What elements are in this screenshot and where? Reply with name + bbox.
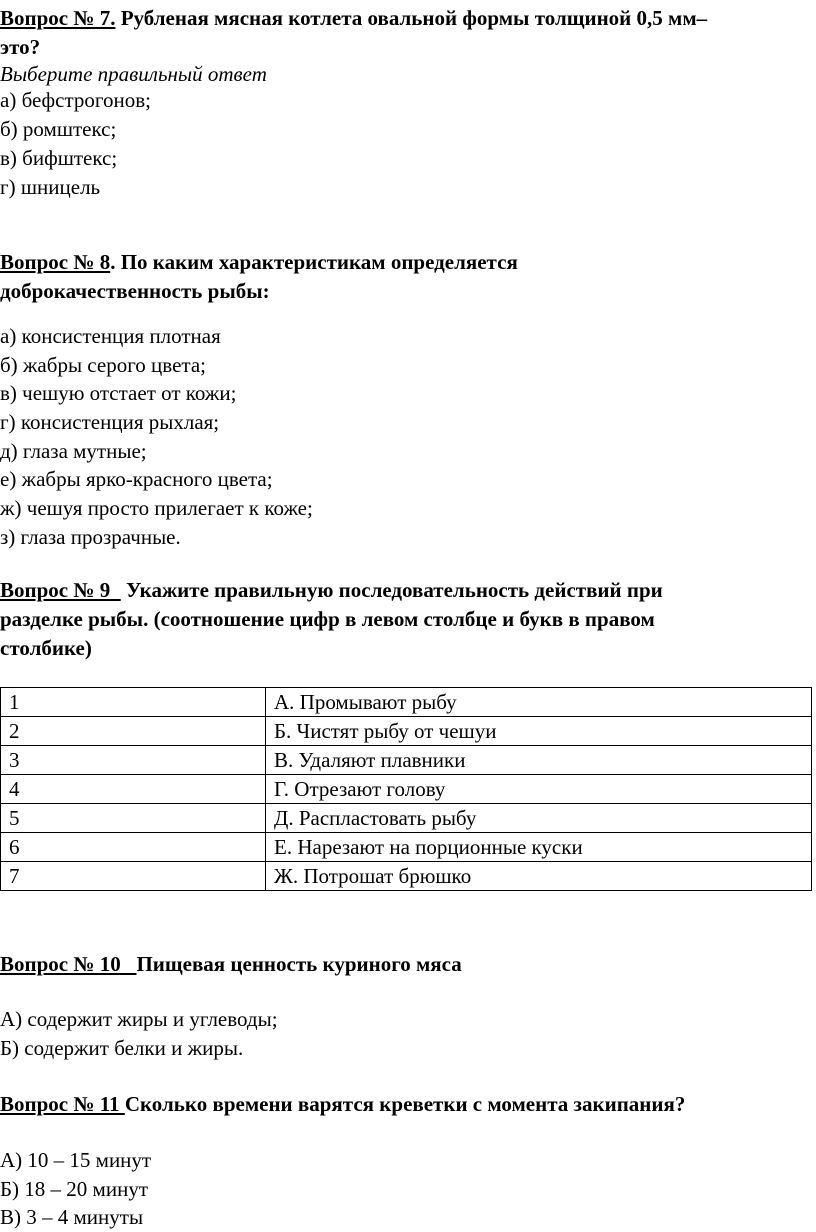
q7-number: Вопрос № 7. [0,6,116,30]
table-cell-action: Б. Чистят рыбу от чешуи [266,717,812,746]
q7-option-d: г) шницель [0,175,101,199]
q8-option-b: б) жабры серого цвета; [0,353,206,377]
q10-option-b: Б) содержит белки и жиры. [0,1036,244,1060]
q9-title-line1 [0,576,663,605]
q11-number: Вопрос № 11 [0,1092,125,1116]
q7-text-line2: это? [0,35,41,59]
table-cell-number: 2 [1,717,266,746]
q11-text: Сколько времени варятся креветки с момента закипания? [124,1092,686,1116]
table-row [1,775,812,804]
table-row [1,804,812,833]
q11-option-a: А) 10 – 15 минут [0,1148,152,1172]
q7-text-line1: Рубленая мясная котлета овальной формы толщиной 0,5 мм– [115,6,708,30]
q8-option-d: г) консистенция рыхлая; [0,410,220,434]
q8-text-line2: доброкачественность рыбы: [0,279,270,303]
q10-option-a: А) содержит жиры и углеводы; [0,1007,278,1031]
q9-text-line1: Укажите правильную последовательность действий при [120,578,663,602]
table-cell-number: 4 [1,775,266,804]
q8-option-g: ж) чешуя просто прилегает к коже; [0,496,313,520]
table-row [1,688,812,717]
q10-text: Пищевая ценность куриного мяса [136,952,462,976]
table-cell-number: 5 [1,804,266,833]
q9-number: Вопрос № 9 [0,578,121,602]
q7-option-c: в) бифштекс; [0,146,118,170]
q11-option-b: Б) 18 – 20 минут [0,1177,148,1201]
q7-hint: Выберите правильный ответ [0,62,267,86]
q8-text-line1: . По каким характеристикам определяется [110,250,518,274]
table-cell-action: А. Промывают рыбу [266,688,812,717]
table-row [1,746,812,775]
q8-option-e: д) глаза мутные; [0,439,147,463]
table-row [1,833,812,862]
table-cell-action: Е. Нарезают на порционные куски [266,833,812,862]
table-cell-action: Ж. Потрошат брюшко [266,862,812,891]
q8-option-c: в) чешую отстает от кожи; [0,381,237,405]
q11-option-c: В) 3 – 4 минуты [0,1205,144,1229]
table-cell-action: В. Удаляют плавники [266,746,812,775]
table-cell-action: Г. Отрезают голову [266,775,812,804]
q8-option-h: з) глаза прозрачные. [0,525,181,549]
q9-text-line3: столбике) [0,636,92,660]
table-cell-action: Д. Распластовать рыбу [266,804,812,833]
q10-title [0,950,462,979]
q10-number: Вопрос № 10 [0,952,137,976]
table-cell-number: 7 [1,862,266,891]
table-cell-number: 1 [1,688,266,717]
table-row [1,717,812,746]
q11-title [0,1090,685,1119]
q7-option-b: б) ромштекс; [0,117,117,141]
q8-option-a: а) консистенция плотная [0,324,221,348]
q9-text-line2: разделке рыбы. (соотношение цифр в левом столбце и букв в правом [0,607,655,631]
q8-title-line1 [0,248,518,277]
q8-option-f: е) жабры ярко-красного цвета; [0,467,273,491]
q8-number: Вопрос № 8 [0,250,111,274]
table-cell-number: 3 [1,746,266,775]
q7-title-line1 [0,4,707,33]
q9-matching-table [0,687,812,891]
q7-option-a: а) бефстрогонов; [0,88,151,112]
table-cell-number: 6 [1,833,266,862]
table-row [1,862,812,891]
